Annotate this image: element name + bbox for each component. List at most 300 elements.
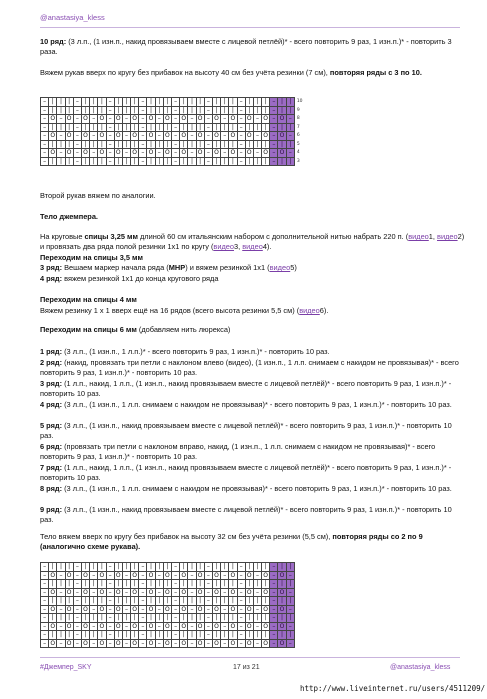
- stitch-cell: –: [188, 115, 196, 124]
- stitch-cell: O: [99, 115, 105, 123]
- chart-row: [41, 622, 295, 631]
- stitch-cell: –: [106, 149, 114, 158]
- stitch-cell: |: [98, 98, 106, 107]
- stitch-cell: O: [279, 115, 285, 123]
- stitch-cell: –: [41, 588, 49, 597]
- stitch-cell: |: [196, 123, 204, 132]
- stitch-cell: O: [197, 622, 203, 630]
- stitch-cell: O: [263, 588, 269, 596]
- stitch-cell: |: [286, 614, 294, 623]
- stitch-cell: –: [106, 571, 114, 580]
- stitch-cell: |: [114, 631, 122, 640]
- stitch-cell: |: [245, 580, 253, 589]
- stitch-cell: –: [270, 614, 278, 623]
- stitch-cell: –: [237, 98, 245, 107]
- stitch-cell: –: [106, 140, 114, 149]
- stitch-cell: |: [49, 98, 57, 107]
- stitch-cell: –: [188, 588, 196, 597]
- stitch-cell: –: [57, 605, 65, 614]
- stitch-cell: |: [212, 123, 220, 132]
- cast-on-needles: спицы 3,25 мм: [84, 232, 138, 241]
- stitch-cell: |: [90, 106, 98, 115]
- row-text: (1 л.п., накид, 1 л.п., (1 изн.п., накид провязываем вместе с лицевой петлёй)* - всего повторить 9 раз, 1 изн.п.)* - повторить 10 раз.: [40, 379, 452, 399]
- chart-row: [41, 614, 295, 623]
- stitch-cell: O: [115, 149, 121, 157]
- stitch-cell: |: [147, 98, 155, 107]
- stitch-cell: |: [49, 614, 57, 623]
- stitch-cell: –: [237, 149, 245, 158]
- stitch-cell: –: [270, 157, 278, 166]
- row4-text: вяжем резинкой 1х1 до конца кругового ряда: [62, 274, 219, 283]
- stitch-cell: |: [131, 98, 139, 107]
- stitch-cell: |: [245, 563, 253, 572]
- stitch-cell: O: [246, 605, 252, 613]
- stitch-cell: –: [270, 98, 278, 107]
- stitch-cell: –: [270, 563, 278, 572]
- stitch-cell: –: [139, 580, 147, 589]
- video-link-6[interactable]: видео: [299, 306, 320, 315]
- stitch-cell: –: [286, 149, 294, 158]
- stitch-cell: O: [197, 588, 203, 596]
- stitch-cell: |: [65, 106, 73, 115]
- stitch-cell: |: [131, 631, 139, 640]
- stitch-cell: |: [147, 157, 155, 166]
- stitch-cell: |: [122, 157, 130, 166]
- stitch-cell: |: [245, 98, 253, 107]
- chart-row: [41, 149, 308, 158]
- stitch-cell: O: [83, 622, 88, 630]
- stitch-cell: |: [180, 631, 188, 640]
- stitch-cell: |: [155, 123, 163, 132]
- stitch-cell: –: [204, 98, 212, 107]
- stitch-cell: O: [83, 132, 88, 140]
- stitch-cell: |: [188, 597, 196, 606]
- row-number: 9: [296, 107, 300, 113]
- stitch-cell: –: [57, 639, 65, 648]
- stitch-cell: –: [73, 614, 81, 623]
- stitch-cell: –: [204, 123, 212, 132]
- stitch-cell: O: [181, 588, 187, 596]
- stitch-cell: O: [132, 588, 138, 596]
- row-text: (3 л.п., (1 изн.п., 1 л.п. снимаем с накидом не провязывая)* - всего повторить 9 раз, 1 изн.п.)* - повторить 10 раз.: [62, 484, 452, 493]
- stitch-cell: |: [90, 563, 98, 572]
- stitch-cell: |: [180, 597, 188, 606]
- stitch-cell: –: [122, 571, 130, 580]
- stitch-cell: –: [270, 140, 278, 149]
- stitch-cell: –: [237, 140, 245, 149]
- stitch-cell: –: [41, 115, 49, 124]
- stitch-cell: –: [172, 639, 180, 648]
- stitch-cell: |: [196, 614, 204, 623]
- stitch-cell: O: [115, 132, 121, 140]
- stitch-cell: –: [253, 622, 261, 631]
- stitch-cell: –: [270, 588, 278, 597]
- stitch-cell: –: [155, 622, 163, 631]
- stitch-cell: |: [65, 631, 73, 640]
- stitch-cell: |: [114, 580, 122, 589]
- stitch-cell: |: [262, 563, 270, 572]
- stitch-cell: |: [65, 98, 73, 107]
- stitch-cell: –: [270, 580, 278, 589]
- stitch-cell: –: [139, 123, 147, 132]
- stitch-cell: |: [229, 157, 237, 166]
- stitch-cell: |: [245, 614, 253, 623]
- stitch-cell: |: [262, 98, 270, 107]
- stitch-cell: O: [230, 115, 236, 123]
- stitch-cell: O: [50, 132, 56, 140]
- stitch-cell: –: [73, 631, 81, 640]
- stitch-cell: –: [270, 639, 278, 648]
- stitch-cell: O: [115, 605, 121, 613]
- stitch-cell: |: [147, 140, 155, 149]
- stitch-cell: |: [229, 123, 237, 132]
- stitch-cell: –: [73, 106, 81, 115]
- stitch-cell: O: [181, 571, 187, 579]
- stitch-cell: O: [181, 639, 187, 647]
- stitch-cell: |: [131, 597, 139, 606]
- stitch-cell: |: [90, 98, 98, 107]
- stitch-cell: O: [99, 639, 105, 647]
- stitch-cell: O: [66, 639, 72, 647]
- stitch-cell: –: [172, 622, 180, 631]
- stitch-cell: O: [214, 639, 219, 647]
- stitch-cell: |: [221, 123, 229, 132]
- stitch-cell: O: [230, 605, 236, 613]
- stitch-cell: |: [253, 98, 261, 107]
- video-link-4[interactable]: видео: [242, 242, 263, 252]
- stitch-cell: –: [73, 580, 81, 589]
- stitch-cell: –: [41, 98, 49, 107]
- stitch-cell: –: [139, 597, 147, 606]
- stitch-cell: –: [57, 571, 65, 580]
- stitch-cell: –: [106, 597, 114, 606]
- header-divider: [40, 27, 460, 28]
- row4-label: 4 ряд:: [40, 274, 63, 283]
- stitch-cell: O: [115, 622, 121, 630]
- stitch-cell: –: [73, 149, 81, 158]
- stitch-cell: –: [122, 132, 130, 141]
- stitch-cell: –: [204, 149, 212, 158]
- chart-row: [41, 115, 308, 124]
- stitch-cell: |: [278, 106, 286, 115]
- stitch-cell: O: [279, 605, 285, 613]
- stitch-cell: O: [230, 132, 236, 140]
- stitch-cell: |: [229, 631, 237, 640]
- stitch-cell: –: [73, 115, 81, 124]
- stitch-cell: O: [132, 115, 138, 123]
- stitch-cell: |: [90, 123, 98, 132]
- stitch-cell: –: [237, 571, 245, 580]
- stitch-cell: |: [196, 140, 204, 149]
- stitch-cell: |: [188, 614, 196, 623]
- row-text: (провязать три петли с наклоном вправо, накид, (1 изн.п., 1 л.п. снимаем с накидом не провязывая)* - всего повторить 9 раз, 1 изн.п.)* - повторить 10 раз.: [40, 442, 436, 462]
- stitch-cell: –: [172, 157, 180, 166]
- stitch-cell: |: [81, 123, 89, 132]
- stitch-cell: |: [122, 123, 130, 132]
- stitch-cell: |: [122, 631, 130, 640]
- stitch-cell: |: [286, 563, 294, 572]
- stitch-cell: –: [286, 115, 294, 124]
- stitch-cell: O: [148, 639, 154, 647]
- stitch-cell: |: [229, 580, 237, 589]
- stitch-cell: O: [230, 622, 236, 630]
- row-number: 5: [296, 141, 300, 147]
- needles35-title: [40, 253, 465, 263]
- stitch-cell: |: [221, 140, 229, 149]
- stitch-cell: |: [114, 140, 122, 149]
- chart-row: [41, 639, 295, 648]
- stitch-cell: |: [212, 631, 220, 640]
- cast-on-e: 2) и провязать два ряда полой резинки 1х1 по кругу (: [40, 232, 465, 252]
- stitch-cell: –: [172, 580, 180, 589]
- stitch-cell: –: [106, 563, 114, 572]
- stitch-cell: –: [139, 98, 147, 107]
- page-number: 17 из 21: [233, 664, 260, 671]
- stitch-cell: O: [165, 149, 170, 157]
- stitch-cell: |: [212, 563, 220, 572]
- stitch-cell: |: [81, 98, 89, 107]
- stitch-cell: O: [279, 132, 285, 140]
- stitch-cell: |: [262, 597, 270, 606]
- stitch-cell: –: [188, 605, 196, 614]
- stitch-cell: –: [90, 639, 98, 648]
- stitch-cell: |: [57, 157, 65, 166]
- sleeve-repeat: повторяя ряды с 3 по 10.: [329, 68, 422, 77]
- stitch-cell: –: [122, 115, 130, 124]
- stitch-cell: –: [270, 622, 278, 631]
- stitch-cell: |: [131, 563, 139, 572]
- stitch-cell: –: [204, 132, 212, 141]
- stitch-cell: –: [106, 157, 114, 166]
- stitch-cell: |: [163, 98, 171, 107]
- stitch-cell: –: [106, 115, 114, 124]
- stitch-cell: |: [49, 123, 57, 132]
- stitch-cell: O: [214, 605, 219, 613]
- stitch-cell: |: [57, 631, 65, 640]
- stitch-cell: |: [278, 580, 286, 589]
- stitch-cell: |: [163, 157, 171, 166]
- stitch-cell: |: [98, 123, 106, 132]
- stitch-cell: |: [188, 140, 196, 149]
- stitch-cell: O: [214, 149, 219, 157]
- cast-on-d: 1,: [428, 232, 438, 241]
- stitch-cell: |: [278, 98, 286, 107]
- stitch-cell: –: [155, 571, 163, 580]
- stitch-cell: |: [114, 106, 122, 115]
- stitch-cell: |: [163, 140, 171, 149]
- stitch-cell: |: [286, 157, 294, 166]
- stitch-cell: –: [139, 622, 147, 631]
- stitch-cell: O: [279, 571, 285, 579]
- stitch-cell: –: [253, 605, 261, 614]
- stitch-cell: |: [262, 106, 270, 115]
- stitch-cell: O: [181, 605, 187, 613]
- row3-marker: МНР: [168, 263, 186, 272]
- stitch-cell: –: [172, 605, 180, 614]
- stitch-cell: |: [131, 140, 139, 149]
- stitch-cell: O: [50, 588, 56, 596]
- stitch-cell: –: [139, 149, 147, 158]
- stitch-cell: O: [246, 115, 252, 123]
- stitch-cell: –: [41, 563, 49, 572]
- stitch-cell: |: [196, 580, 204, 589]
- needles4-title: [40, 295, 465, 305]
- stitch-cell: O: [197, 605, 203, 613]
- stitch-cell: |: [122, 580, 130, 589]
- stitch-cell: –: [139, 639, 147, 648]
- video-link-1[interactable]: видео: [408, 232, 429, 241]
- stitch-cell: –: [155, 132, 163, 141]
- stitch-cell: O: [214, 132, 219, 140]
- stitch-cell: –: [106, 580, 114, 589]
- stitch-cell: |: [98, 140, 106, 149]
- chart-row: [41, 597, 295, 606]
- stitch-cell: O: [50, 115, 56, 123]
- stitch-cell: |: [57, 614, 65, 623]
- stitch-cell: –: [204, 571, 212, 580]
- stitch-cell: O: [230, 571, 236, 579]
- stitch-cell: |: [188, 106, 196, 115]
- stitch-cell: |: [81, 563, 89, 572]
- stitch-cell: |: [253, 140, 261, 149]
- footer-handle: @anastasiya_kless: [390, 664, 451, 671]
- stitch-cell: |: [286, 106, 294, 115]
- stitch-cell: –: [106, 631, 114, 640]
- stitch-cell: |: [122, 140, 130, 149]
- stitch-cell: O: [148, 115, 154, 123]
- stitch-cell: |: [57, 106, 65, 115]
- stitch-cell: –: [139, 132, 147, 141]
- stitch-cell: –: [41, 149, 49, 158]
- stitch-cell: |: [278, 157, 286, 166]
- stitch-cell: |: [286, 631, 294, 640]
- stitch-cell: –: [221, 132, 229, 141]
- stitch-cell: O: [66, 149, 72, 157]
- row3-a: Вешаем маркер начала ряда (: [62, 263, 169, 272]
- stitch-cell: |: [147, 106, 155, 115]
- row-instruction: [40, 421, 465, 441]
- stitch-cell: |: [81, 631, 89, 640]
- stitch-cell: |: [221, 106, 229, 115]
- stitch-cell: |: [163, 123, 171, 132]
- stitch-cell: –: [90, 132, 98, 141]
- stitch-cell: |: [188, 631, 196, 640]
- stitch-cell: –: [41, 639, 49, 648]
- stitch-cell: O: [132, 571, 138, 579]
- stitch-cell: –: [237, 106, 245, 115]
- stitch-cell: |: [81, 106, 89, 115]
- stitch-cell: –: [122, 622, 130, 631]
- stitch-cell: |: [229, 106, 237, 115]
- stitch-cell: O: [165, 115, 170, 123]
- row-instruction: [40, 484, 465, 494]
- needles35-title-text: Переходим на спицы 3,5 мм: [40, 253, 143, 262]
- second-sleeve: Второй рукав вяжем по аналогии.: [40, 191, 156, 200]
- stitch-cell: |: [155, 140, 163, 149]
- stitch-cell: –: [139, 605, 147, 614]
- stitch-cell: |: [81, 580, 89, 589]
- stitch-cell: |: [188, 123, 196, 132]
- needles4-text-a: Вяжем резинку 1 х 1 вверх ещё на 16 рядов (всего высота резинки 5,5 см) (: [40, 306, 300, 315]
- stitch-cell: |: [65, 140, 73, 149]
- stitch-cell: –: [41, 132, 49, 141]
- stitch-cell: O: [246, 639, 252, 647]
- stitch-cell: –: [286, 639, 294, 648]
- row-text: (1 л.п., накид, 1 л.п., (1 изн.п., накид провязываем вместе с лицевой петлёй)* - всего повторить 9 раз, 1 изн.п.)* - повторить 10 раз.: [40, 463, 452, 483]
- stitch-cell: |: [163, 106, 171, 115]
- stitch-cell: –: [139, 140, 147, 149]
- cast-on-a: На круговые: [40, 232, 85, 241]
- stitch-cell: |: [49, 157, 57, 166]
- video-link-3[interactable]: видео: [213, 242, 234, 252]
- stitch-cell: |: [229, 563, 237, 572]
- stitch-cell: |: [262, 631, 270, 640]
- stitch-cell: –: [270, 631, 278, 640]
- stitch-cell: –: [155, 588, 163, 597]
- stitch-cell: –: [122, 588, 130, 597]
- row-label: 8 ряд:: [40, 484, 63, 493]
- stitch-cell: –: [73, 132, 81, 141]
- stitch-cell: –: [204, 605, 212, 614]
- stitch-cell: |: [163, 614, 171, 623]
- stitch-cell: –: [188, 149, 196, 158]
- stitch-cell: |: [90, 580, 98, 589]
- stitch-cell: |: [114, 157, 122, 166]
- stitch-cell: |: [114, 98, 122, 107]
- row-number: 7: [296, 124, 300, 130]
- stitch-cell: –: [221, 115, 229, 124]
- stitch-cell: O: [279, 639, 285, 647]
- row-label: 1 ряд:: [40, 347, 63, 356]
- stitch-cell: –: [237, 563, 245, 572]
- stitch-cell: –: [122, 149, 130, 158]
- stitch-cell: –: [270, 597, 278, 606]
- stitch-cell: |: [131, 157, 139, 166]
- stitch-cell: –: [237, 588, 245, 597]
- stitch-cell: –: [106, 639, 114, 648]
- stitch-cell: –: [270, 123, 278, 132]
- stitch-cell: O: [148, 588, 154, 596]
- stitch-cell: –: [204, 157, 212, 166]
- stitch-cell: |: [98, 580, 106, 589]
- stitch-cell: –: [204, 580, 212, 589]
- stitch-cell: |: [212, 597, 220, 606]
- stitch-cell: –: [253, 588, 261, 597]
- stitch-cell: –: [221, 571, 229, 580]
- stitch-cell: |: [98, 563, 106, 572]
- stitch-cell: |: [245, 597, 253, 606]
- stitch-cell: O: [50, 605, 56, 613]
- stitch-cell: O: [246, 132, 252, 140]
- stitch-cell: –: [221, 149, 229, 158]
- stitch-cell: –: [139, 106, 147, 115]
- stitch-cell: –: [237, 123, 245, 132]
- stitch-cell: |: [65, 563, 73, 572]
- stitch-cell: O: [115, 115, 121, 123]
- row-label: 2 ряд:: [40, 358, 63, 367]
- body-title-text: Тело джемпера.: [40, 212, 98, 221]
- chart-row: [41, 605, 295, 614]
- stitch-cell: |: [180, 614, 188, 623]
- stitch-cell: –: [221, 639, 229, 648]
- stitch-cell: O: [148, 605, 154, 613]
- stitch-cell: –: [237, 597, 245, 606]
- video-link-5[interactable]: видео: [269, 263, 291, 272]
- stitch-cell: –: [106, 622, 114, 631]
- stitch-cell: |: [163, 631, 171, 640]
- stitch-cell: |: [286, 123, 294, 132]
- video-link-2[interactable]: видео: [437, 232, 458, 241]
